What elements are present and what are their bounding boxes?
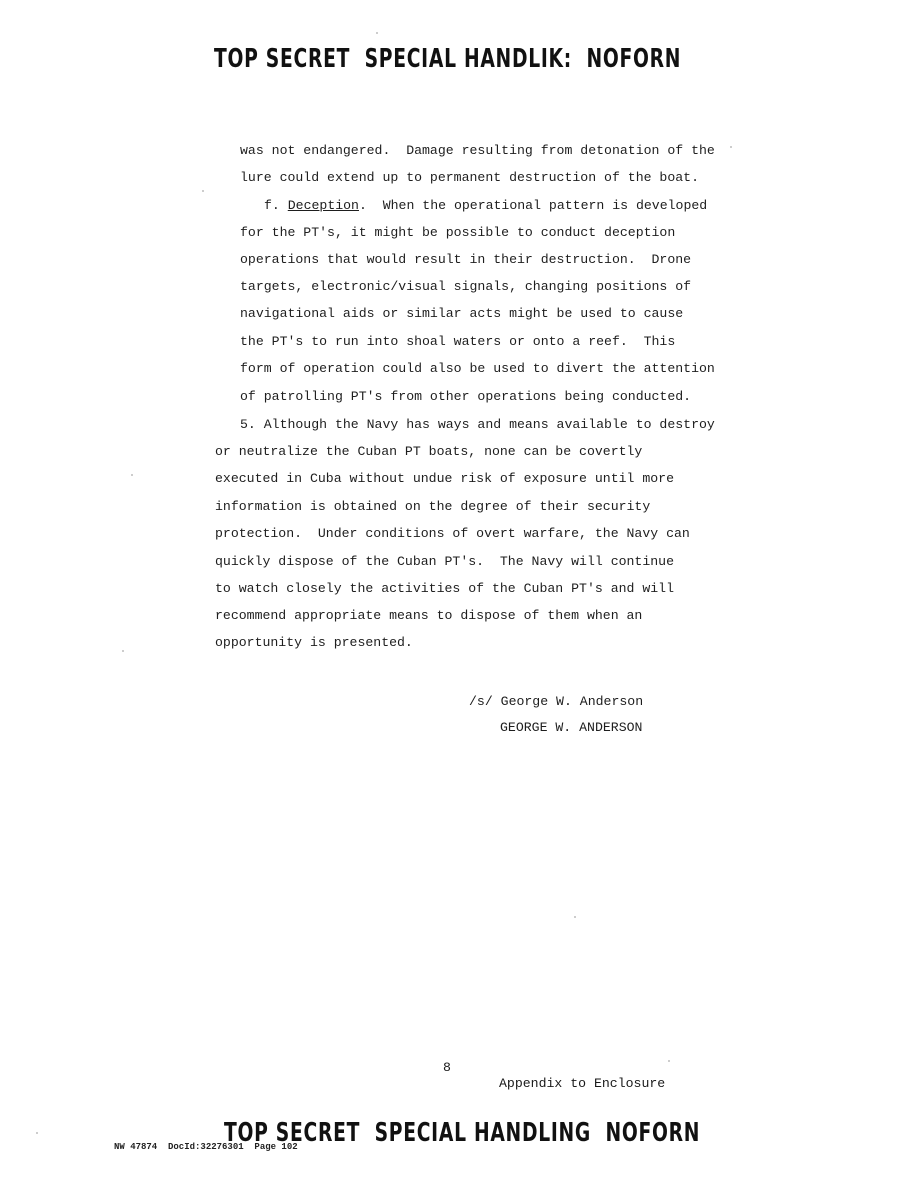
subsection-heading: Deception bbox=[287, 198, 359, 213]
body-line: targets, electronic/visual signals, changing positions of bbox=[240, 279, 692, 294]
subsection-f-line bbox=[264, 198, 707, 214]
body-line: to watch closely the activities of the Cuban PT's and will bbox=[215, 581, 674, 596]
body-line: for the PT's, it might be possible to conduct deception bbox=[240, 225, 676, 240]
body-line: recommend appropriate means to dispose of them when an bbox=[215, 608, 643, 623]
body-line: executed in Cuba without undue risk of exposure until more bbox=[215, 471, 674, 486]
scan-speck bbox=[668, 1060, 670, 1062]
body-line: operations that would result in their destruction. Drone bbox=[240, 252, 692, 267]
scan-speck bbox=[730, 146, 732, 148]
page-number: 8 bbox=[443, 1060, 451, 1075]
classification-header: TOP SECRET SPECIAL HANDLIK: NOFORN bbox=[214, 44, 682, 74]
signature-signed: /s/ George W. Anderson bbox=[469, 694, 644, 709]
body-line: opportunity is presented. bbox=[215, 635, 413, 650]
signature-typed-name: GEORGE W. ANDERSON bbox=[500, 720, 643, 735]
scan-speck bbox=[122, 650, 124, 652]
body-line: navigational aids or similar acts might be used to cause bbox=[240, 306, 684, 321]
body-line: the PT's to run into shoal waters or onto a reef. This bbox=[240, 334, 676, 349]
scan-speck bbox=[574, 916, 576, 918]
body-line: was not endangered. Damage resulting from detonation of the bbox=[240, 143, 715, 158]
scan-speck bbox=[376, 32, 378, 34]
archive-id: NW 47874 DocId:32276301 Page 102 bbox=[114, 1142, 298, 1152]
classification-footer: TOP SECRET SPECIAL HANDLING NOFORN bbox=[224, 1118, 701, 1148]
subsection-text: . When the operational pattern is developed bbox=[358, 198, 708, 213]
body-line: protection. Under conditions of overt warfare, the Navy can bbox=[215, 526, 690, 541]
body-line: quickly dispose of the Cuban PT's. The Navy will continue bbox=[215, 554, 674, 569]
paragraph-5-line: 5. Although the Navy has ways and means available to destroy bbox=[240, 417, 715, 432]
appendix-label: Appendix to Enclosure bbox=[499, 1076, 666, 1091]
scan-speck bbox=[36, 1132, 38, 1134]
scan-speck bbox=[202, 190, 204, 192]
body-line: lure could extend up to permanent destruction of the boat. bbox=[240, 170, 699, 185]
body-line: of patrolling PT's from other operations being conducted. bbox=[240, 389, 692, 404]
body-line: information is obtained on the degree of their security bbox=[215, 499, 651, 514]
body-line: form of operation could also be used to divert the attention bbox=[240, 361, 715, 376]
subsection-label: f. bbox=[264, 198, 280, 213]
scan-speck bbox=[131, 474, 133, 476]
body-line: or neutralize the Cuban PT boats, none can be covertly bbox=[215, 444, 643, 459]
